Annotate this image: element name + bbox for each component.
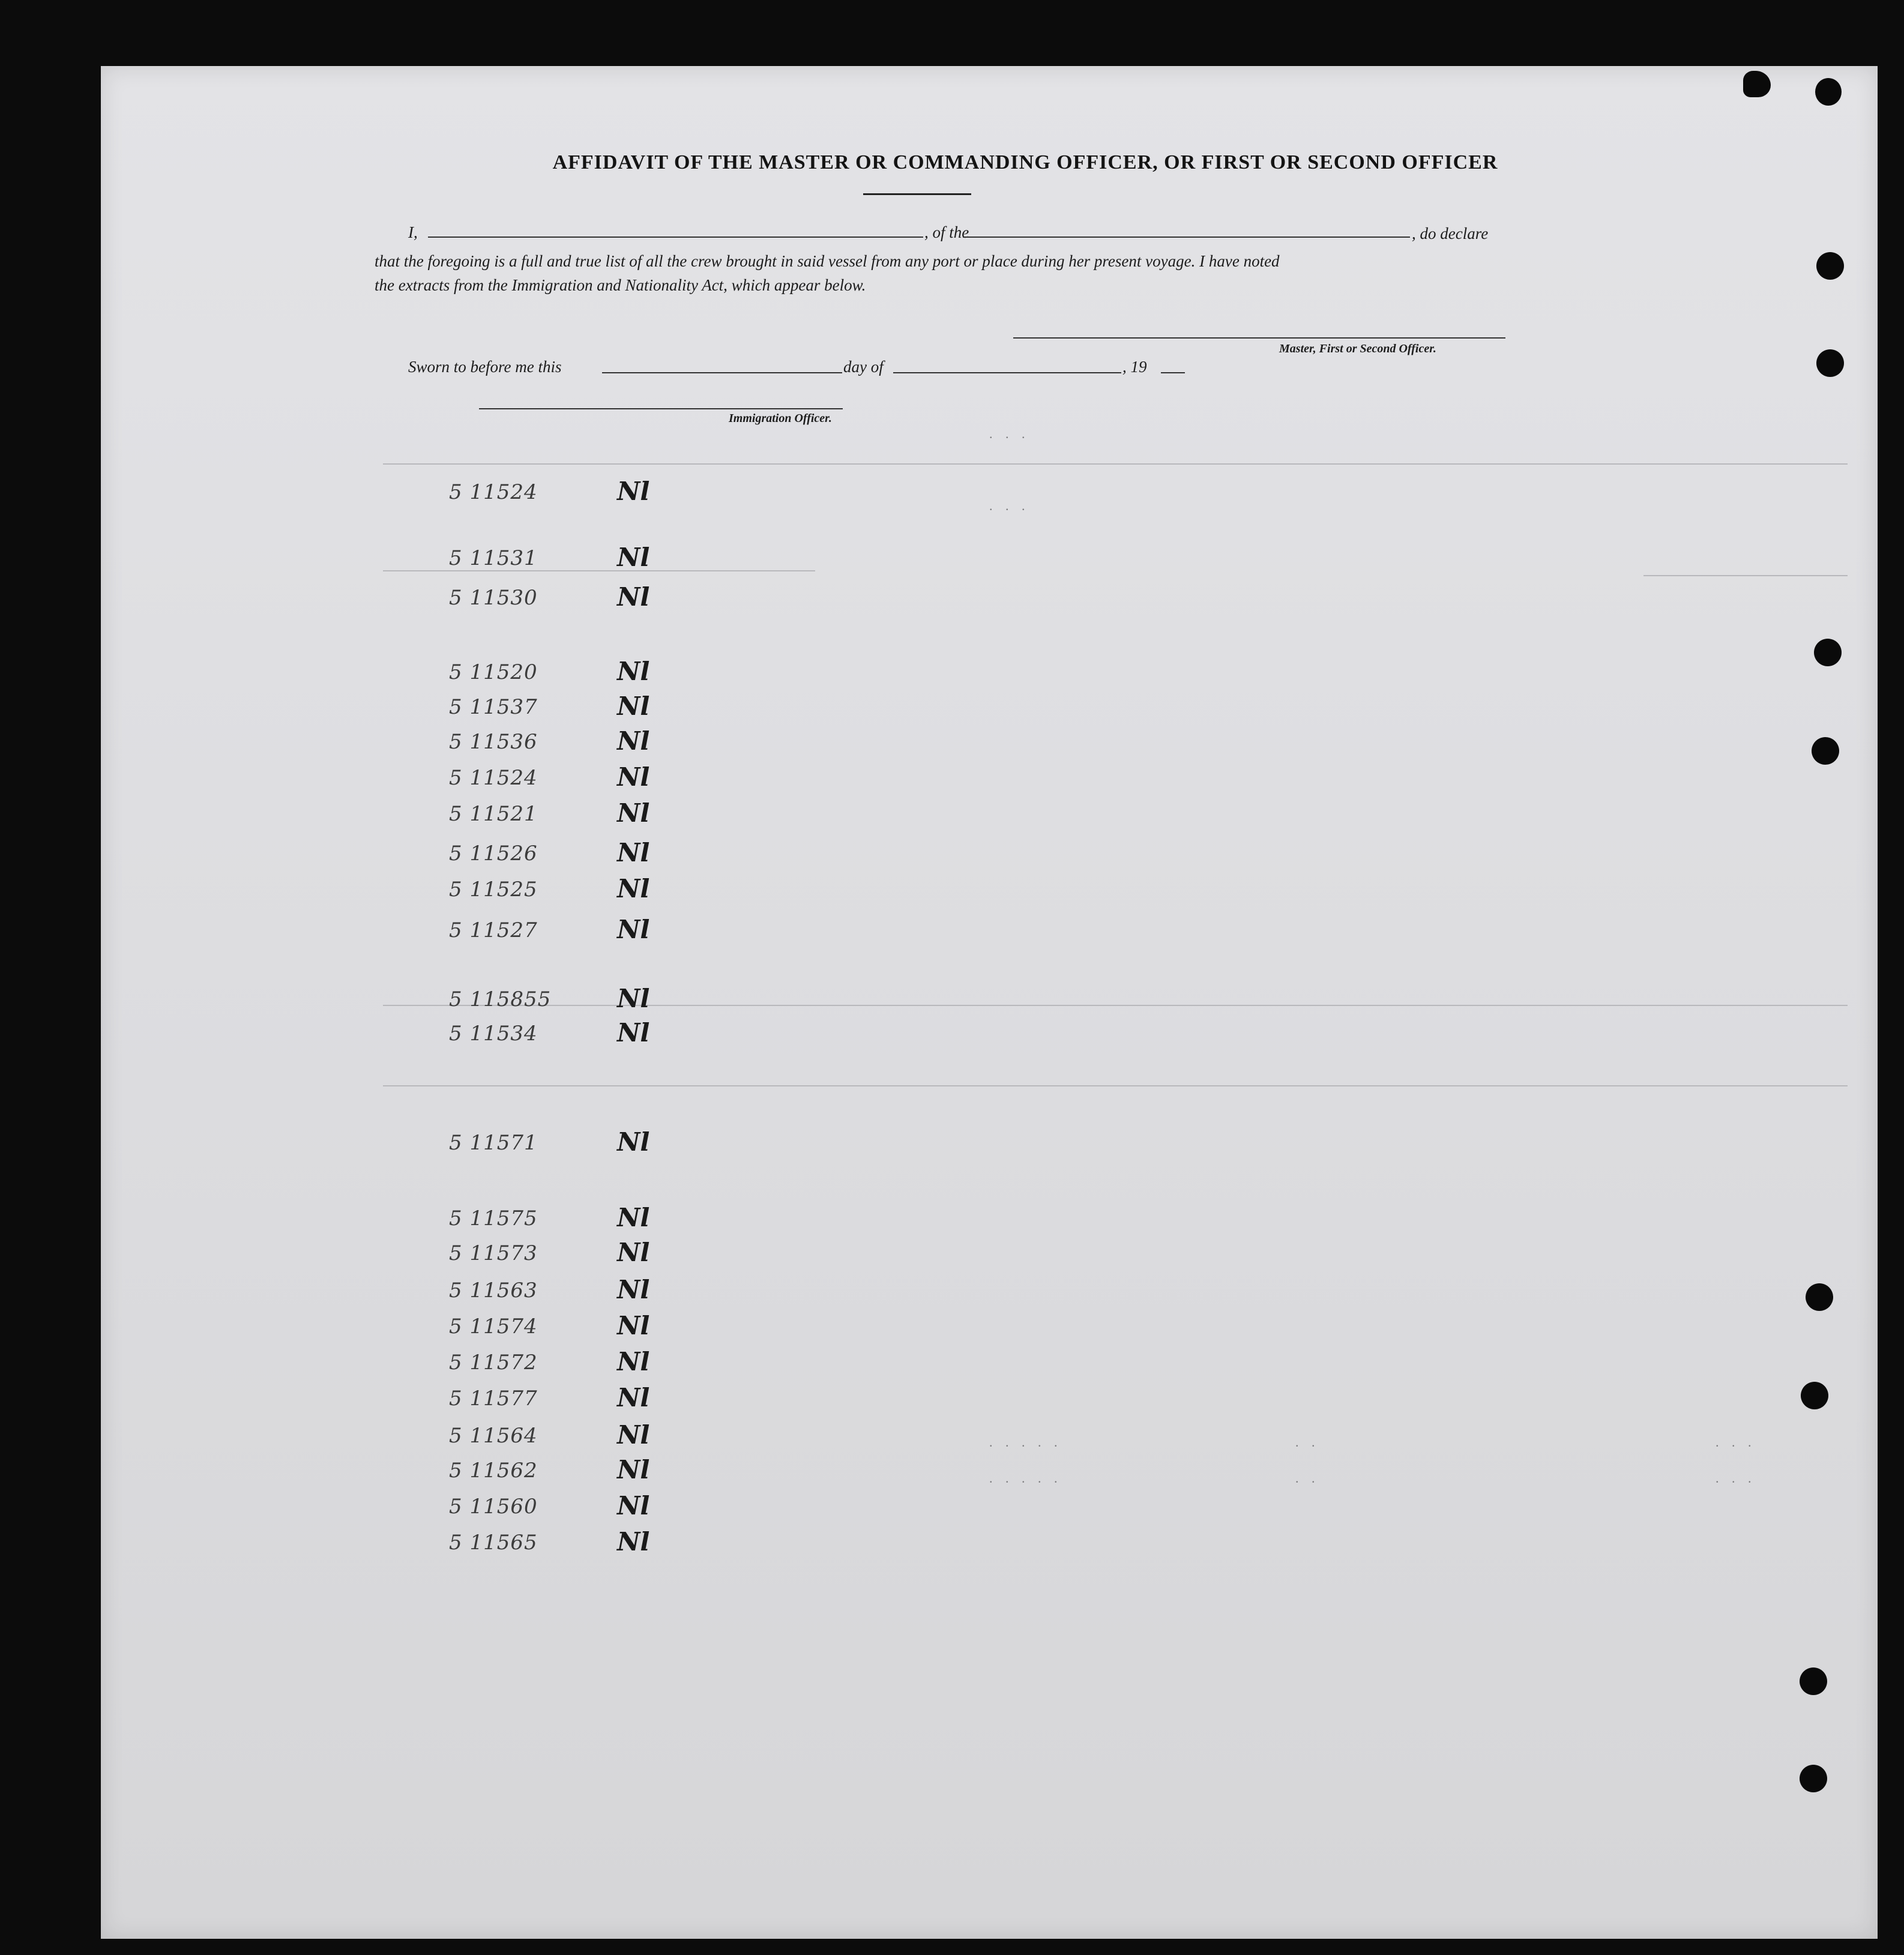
binder-hole: [1812, 737, 1839, 765]
crew-entry-number: 5 11565: [449, 1531, 538, 1555]
crew-entry-mark: Nl: [617, 543, 650, 572]
officer-label: Immigration Officer.: [729, 412, 832, 425]
crew-entry-number: 5 11537: [449, 695, 538, 719]
crew-entry-mark: Nl: [617, 657, 650, 686]
crew-entry-number: 5 11562: [449, 1459, 538, 1483]
crew-entry-mark: Nl: [617, 1275, 650, 1304]
declare-label: , do declare: [1412, 224, 1489, 242]
sworn-day-field[interactable]: [602, 372, 842, 373]
crew-entry-number: 5 11536: [449, 730, 538, 754]
crew-entry-mark: Nl: [617, 1018, 650, 1047]
faint-dots: . . .: [1716, 1471, 1756, 1486]
crew-entry-mark: Nl: [617, 1491, 650, 1520]
faint-dots: . . .: [1716, 1435, 1756, 1450]
crew-entry-number: 5 11530: [449, 586, 538, 610]
crew-entry-number: 5 11571: [449, 1131, 538, 1155]
crew-entry-mark: Nl: [617, 1203, 650, 1232]
declaration-text-line: that the foregoing is a full and true list of all the crew brought in said vessel from any port or place during her present voyage. I have noted: [375, 252, 1280, 270]
crew-entry-mark: Nl: [617, 1383, 650, 1412]
crew-entry-mark: Nl: [617, 1420, 650, 1450]
sworn-year-field[interactable]: [1161, 372, 1185, 373]
officer-signature-line[interactable]: [479, 408, 843, 409]
crew-entry-number: 5 11575: [449, 1206, 538, 1231]
document-page: [101, 66, 1878, 1939]
crew-entry-number: 5 11564: [449, 1424, 538, 1448]
crew-entry-mark: Nl: [617, 1311, 650, 1340]
crew-entry-number: 5 11534: [449, 1022, 538, 1046]
crew-entry-mark: Nl: [617, 1127, 650, 1157]
vessel-name-field[interactable]: [963, 236, 1410, 238]
crew-entry-mark: Nl: [617, 838, 650, 867]
section-divider: [1643, 575, 1848, 576]
faint-dots: . .: [1295, 1435, 1320, 1450]
binder-hole: [1816, 252, 1844, 280]
crew-entry-number: 5 11524: [449, 480, 538, 504]
crew-entry-mark: Nl: [617, 798, 650, 828]
declarant-name-field[interactable]: [428, 236, 923, 238]
binder-hole: [1800, 1667, 1827, 1695]
sworn-month-field[interactable]: [893, 372, 1121, 373]
crew-entry-number: 5 11524: [449, 766, 538, 790]
binder-hole: [1816, 349, 1844, 377]
crew-entry-mark: Nl: [617, 1238, 650, 1267]
of-the-label: , of the: [924, 223, 969, 241]
crew-entry-number: 5 11572: [449, 1351, 538, 1375]
binder-hole: [1806, 1283, 1833, 1311]
crew-entry-number: 5 11531: [449, 546, 538, 570]
faint-dots: . . . . .: [989, 1435, 1062, 1450]
crew-entry-mark: Nl: [617, 691, 650, 721]
crew-entry-mark: Nl: [617, 1347, 650, 1376]
crew-entry-number: 5 11527: [449, 918, 538, 942]
faint-dots: . . . . .: [989, 1471, 1062, 1486]
crew-entry-number: 5 11560: [449, 1495, 538, 1519]
title-underline: [863, 193, 971, 195]
crew-entry-number: 5 11521: [449, 802, 538, 826]
crew-entry-mark: Nl: [617, 984, 650, 1013]
day-of-label: day of: [843, 358, 884, 376]
declarant-prefix: I,: [408, 223, 418, 241]
sworn-prefix: Sworn to before me this: [408, 358, 562, 376]
affidavit-title: AFFIDAVIT OF THE MASTER OR COMMANDING OFFICER, OR FIRST OR SECOND OFFICER: [552, 151, 1498, 173]
ink-blot: [1815, 78, 1842, 106]
declaration-text-line: the extracts from the Immigration and Nationality Act, which appear below.: [375, 276, 866, 294]
signature-label: Master, First or Second Officer.: [1279, 342, 1436, 355]
crew-entry-mark: Nl: [617, 762, 650, 792]
crew-entry-mark: Nl: [617, 1455, 650, 1484]
crew-entry-mark: Nl: [617, 1527, 650, 1556]
binder-hole: [1801, 1382, 1828, 1409]
crew-entry-number: 5 11526: [449, 842, 538, 866]
section-divider: [383, 1005, 1848, 1006]
crew-entry-mark: Nl: [617, 477, 650, 506]
year-label: , 19: [1122, 358, 1147, 376]
faint-dots: . .: [1295, 1471, 1320, 1486]
crew-entry-mark: Nl: [617, 874, 650, 903]
ink-blot: [1743, 71, 1771, 97]
crew-entry-number: 5 11520: [449, 660, 538, 684]
binder-hole: [1814, 639, 1842, 666]
crew-entry-number: 5 11563: [449, 1279, 538, 1303]
signature-line[interactable]: [1013, 337, 1505, 339]
section-divider: [383, 570, 815, 571]
faint-dots: . . .: [989, 498, 1030, 513]
faint-dots: . . .: [989, 426, 1030, 441]
crew-entry-number: 5 11574: [449, 1315, 538, 1339]
crew-entry-number: 5 11573: [449, 1241, 538, 1265]
section-divider: [383, 463, 1848, 465]
crew-entry-number: 5 11525: [449, 878, 538, 902]
crew-entry-number: 5 115855: [449, 987, 552, 1011]
crew-entry-mark: Nl: [617, 726, 650, 756]
section-divider: [383, 1085, 1848, 1086]
crew-entry-mark: Nl: [617, 915, 650, 944]
binder-hole: [1800, 1765, 1827, 1792]
crew-entry-mark: Nl: [617, 582, 650, 612]
crew-entry-number: 5 11577: [449, 1387, 538, 1411]
